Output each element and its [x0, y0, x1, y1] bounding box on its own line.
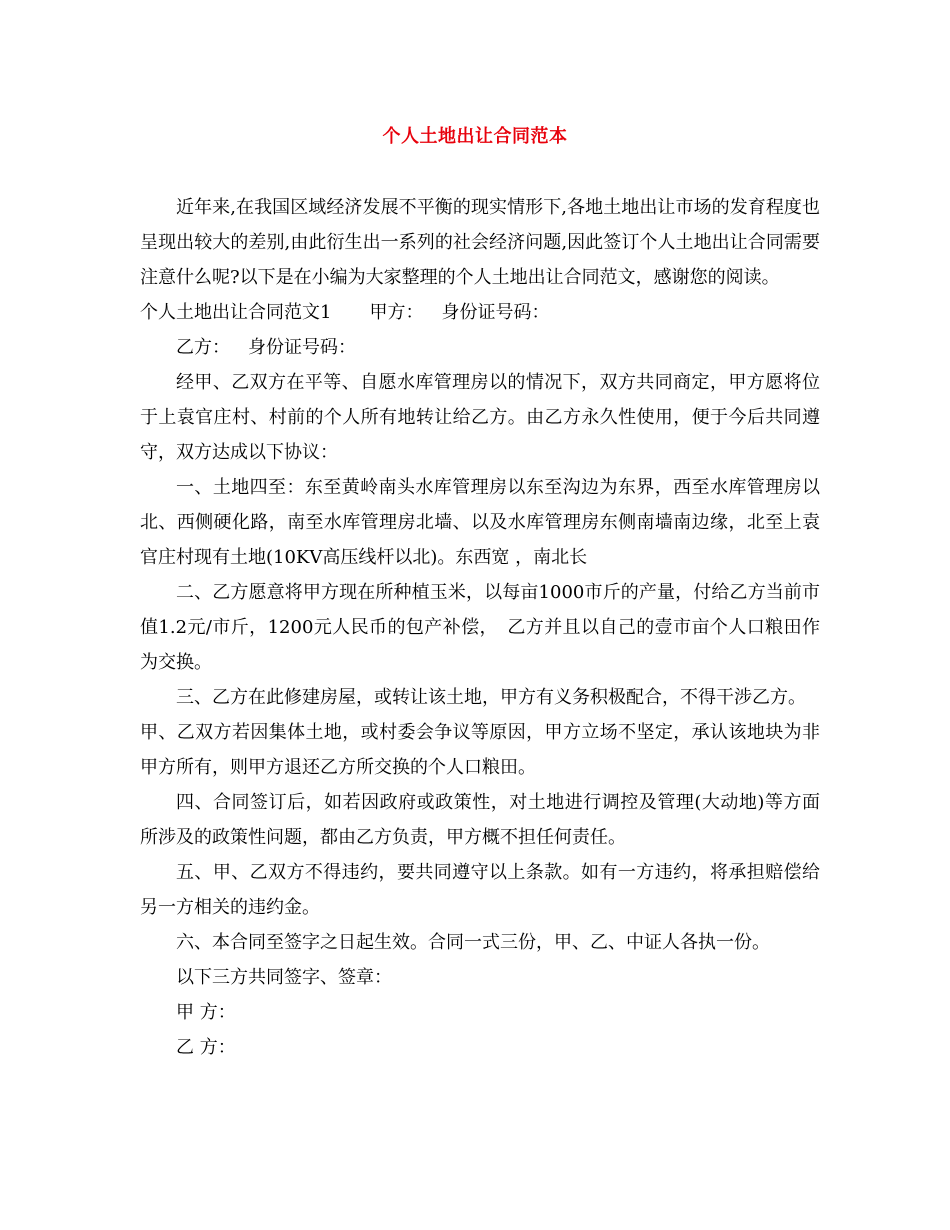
- sample-heading-line: [140, 295, 820, 330]
- clause-6: 六、本合同至签字之日起生效。合同一式三份，甲、乙、中证人各执一份。: [176, 932, 770, 953]
- sample-heading: 个人土地出让合同范文1: [140, 302, 332, 323]
- signing-note: 以下三方共同签字、签章：: [176, 967, 392, 988]
- party-b-line: [140, 330, 820, 365]
- clause-3-continued: 甲、乙双方若因集体土地，或村委会争议等原因，甲方立场不坚定，承认该地块为非甲方所有，则甲方退还乙方所交换的个人口粮田。: [140, 722, 820, 778]
- agreement-paragraph: 经甲、乙双方在平等、自愿水库管理房以的情况下，双方共同商定，甲方愿将位于上袁官庄村、村前的个人所有地转让给乙方。由乙方永久性使用，便于今后共同遵守，双方达成以下协议：: [140, 372, 820, 463]
- party-a-label: 甲方：: [369, 302, 424, 323]
- document-title: 个人土地出让合同范本: [382, 126, 568, 147]
- clause-5: 五、甲、乙双方不得违约，要共同遵守以上条款。如有一方违约，将承担赔偿给另一方相关的违约金。: [140, 862, 820, 918]
- party-b-label: 乙方：: [176, 337, 230, 358]
- clause-2: 二、乙方愿意将甲方现在所种植玉米，以每亩1000市斤的产量，付给乙方当前市值1.2元/市斤，1200元人民币的包产补偿， 乙方并且以自己的壹市亩个人口粮田作为交换。: [140, 582, 820, 673]
- intro-paragraph: 近年来,在我国区域经济发展不平衡的现实情形下,各地土地出让市场的发育程度也呈现出较大的差别,由此衍生出一系列的社会经济问题,因此签订个人土地出让合同需要注意什么呢?以下是在小编为大家整理的个人土地出让合同范文，感谢您的阅读。: [140, 197, 820, 288]
- document-body: [140, 190, 820, 1065]
- signature-party-a: 甲 方：: [176, 1002, 236, 1023]
- signature-party-b: 乙 方：: [176, 1037, 236, 1058]
- party-a-id-label: 身份证号码：: [441, 302, 550, 323]
- clause-4: 四、合同签订后，如若因政府或政策性，对土地进行调控及管理(大动地)等方面所涉及的政策性问题，都由乙方负责，甲方概不担任何责任。: [140, 792, 820, 848]
- clause-1: 一、土地四至：东至黄岭南头水库管理房以东至沟边为东界，西至水库管理房以北、西侧硬化路，南至水库管理房北墙、以及水库管理房东侧南墙南边缘，北至上袁官庄村现有土地(10KV高压线杆以北)。东西宽 ，南北长: [140, 477, 820, 568]
- party-b-id-label: 身份证号码：: [248, 337, 356, 358]
- clause-3: 三、乙方在此修建房屋，或转让该土地，甲方有义务积极配合，不得干涉乙方。: [176, 687, 806, 708]
